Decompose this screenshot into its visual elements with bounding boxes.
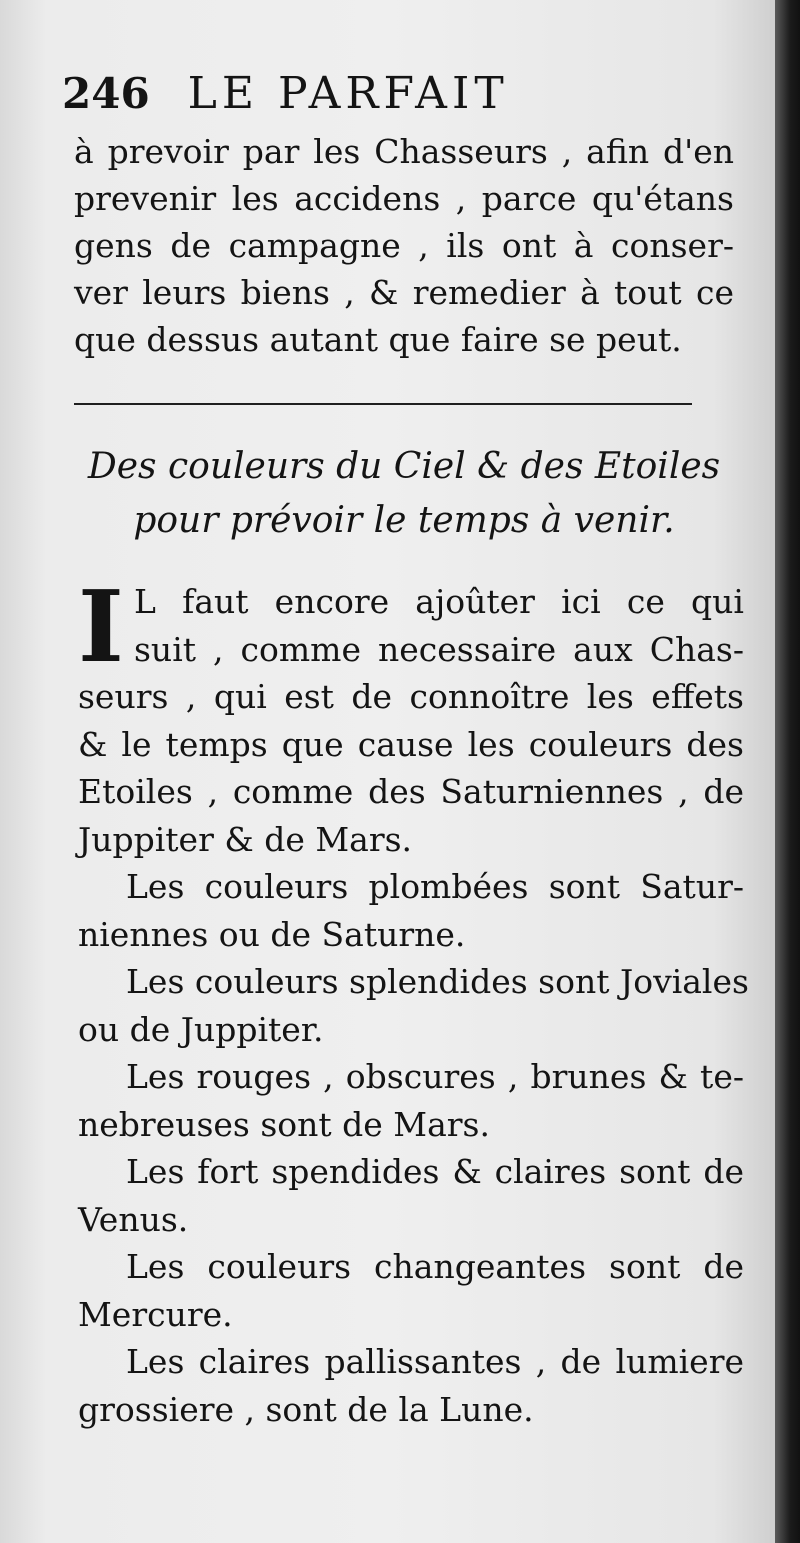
- text-line: ver leurs biens , & remedier à tout ce: [74, 273, 734, 312]
- text-line: grossiere , sont de la Lune.: [78, 1389, 534, 1429]
- text-line: L faut encore ajoûter ici ce qui: [134, 582, 744, 621]
- text-line: Les rouges , obscures , brunes & te-: [126, 1057, 744, 1096]
- text-line: que dessus autant que faire se peut.: [74, 320, 682, 359]
- top-paragraph: [74, 128, 734, 363]
- text-line: Les fort spendides & claires sont de: [126, 1152, 744, 1191]
- text-line: ou de Juppiter.: [78, 1009, 324, 1049]
- text-line: Les claires pallissantes , de lumiere: [126, 1342, 744, 1381]
- heading-line: pour prévoir le temps à venir.: [133, 500, 675, 541]
- text-line: suit , comme necessaire aux Chas-: [134, 629, 744, 669]
- page-header: [62, 68, 509, 128]
- text-line: Les couleurs splendides sont Joviales: [126, 962, 749, 1001]
- text-line: Les couleurs changeantes sont de: [126, 1247, 744, 1286]
- text-line: Mercure.: [78, 1294, 233, 1334]
- drop-cap: I: [78, 570, 124, 685]
- text-line: niennes ou de Saturne.: [78, 914, 466, 954]
- text-line: à prevoir par les Chasseurs , afin d'en: [74, 132, 734, 171]
- page-number: 246: [62, 69, 150, 118]
- running-title: LE PARFAIT: [187, 68, 509, 119]
- text-line: gens de campagne , ils ont à conser-: [74, 226, 734, 265]
- text-line: & le temps que cause les couleurs des: [78, 724, 744, 764]
- body-text: [78, 570, 749, 1433]
- text-line: prevenir les accidens , parce qu'étans: [74, 179, 734, 218]
- text-line: Venus.: [78, 1199, 189, 1239]
- section-divider: [74, 403, 692, 405]
- text-line: seurs , qui est de connoître les effets: [78, 677, 744, 716]
- text-line: Juppiter & de Mars.: [78, 819, 413, 859]
- text-line: nebreuses sont de Mars.: [78, 1104, 490, 1144]
- page-edge-shadow: [775, 0, 800, 1543]
- text-line: Etoiles , comme des Saturniennes , de: [78, 772, 744, 811]
- text-line: Les couleurs plombées sont Satur-: [126, 867, 744, 906]
- section-heading: [74, 440, 734, 548]
- heading-line: Des couleurs du Ciel & des Etoiles: [87, 446, 721, 487]
